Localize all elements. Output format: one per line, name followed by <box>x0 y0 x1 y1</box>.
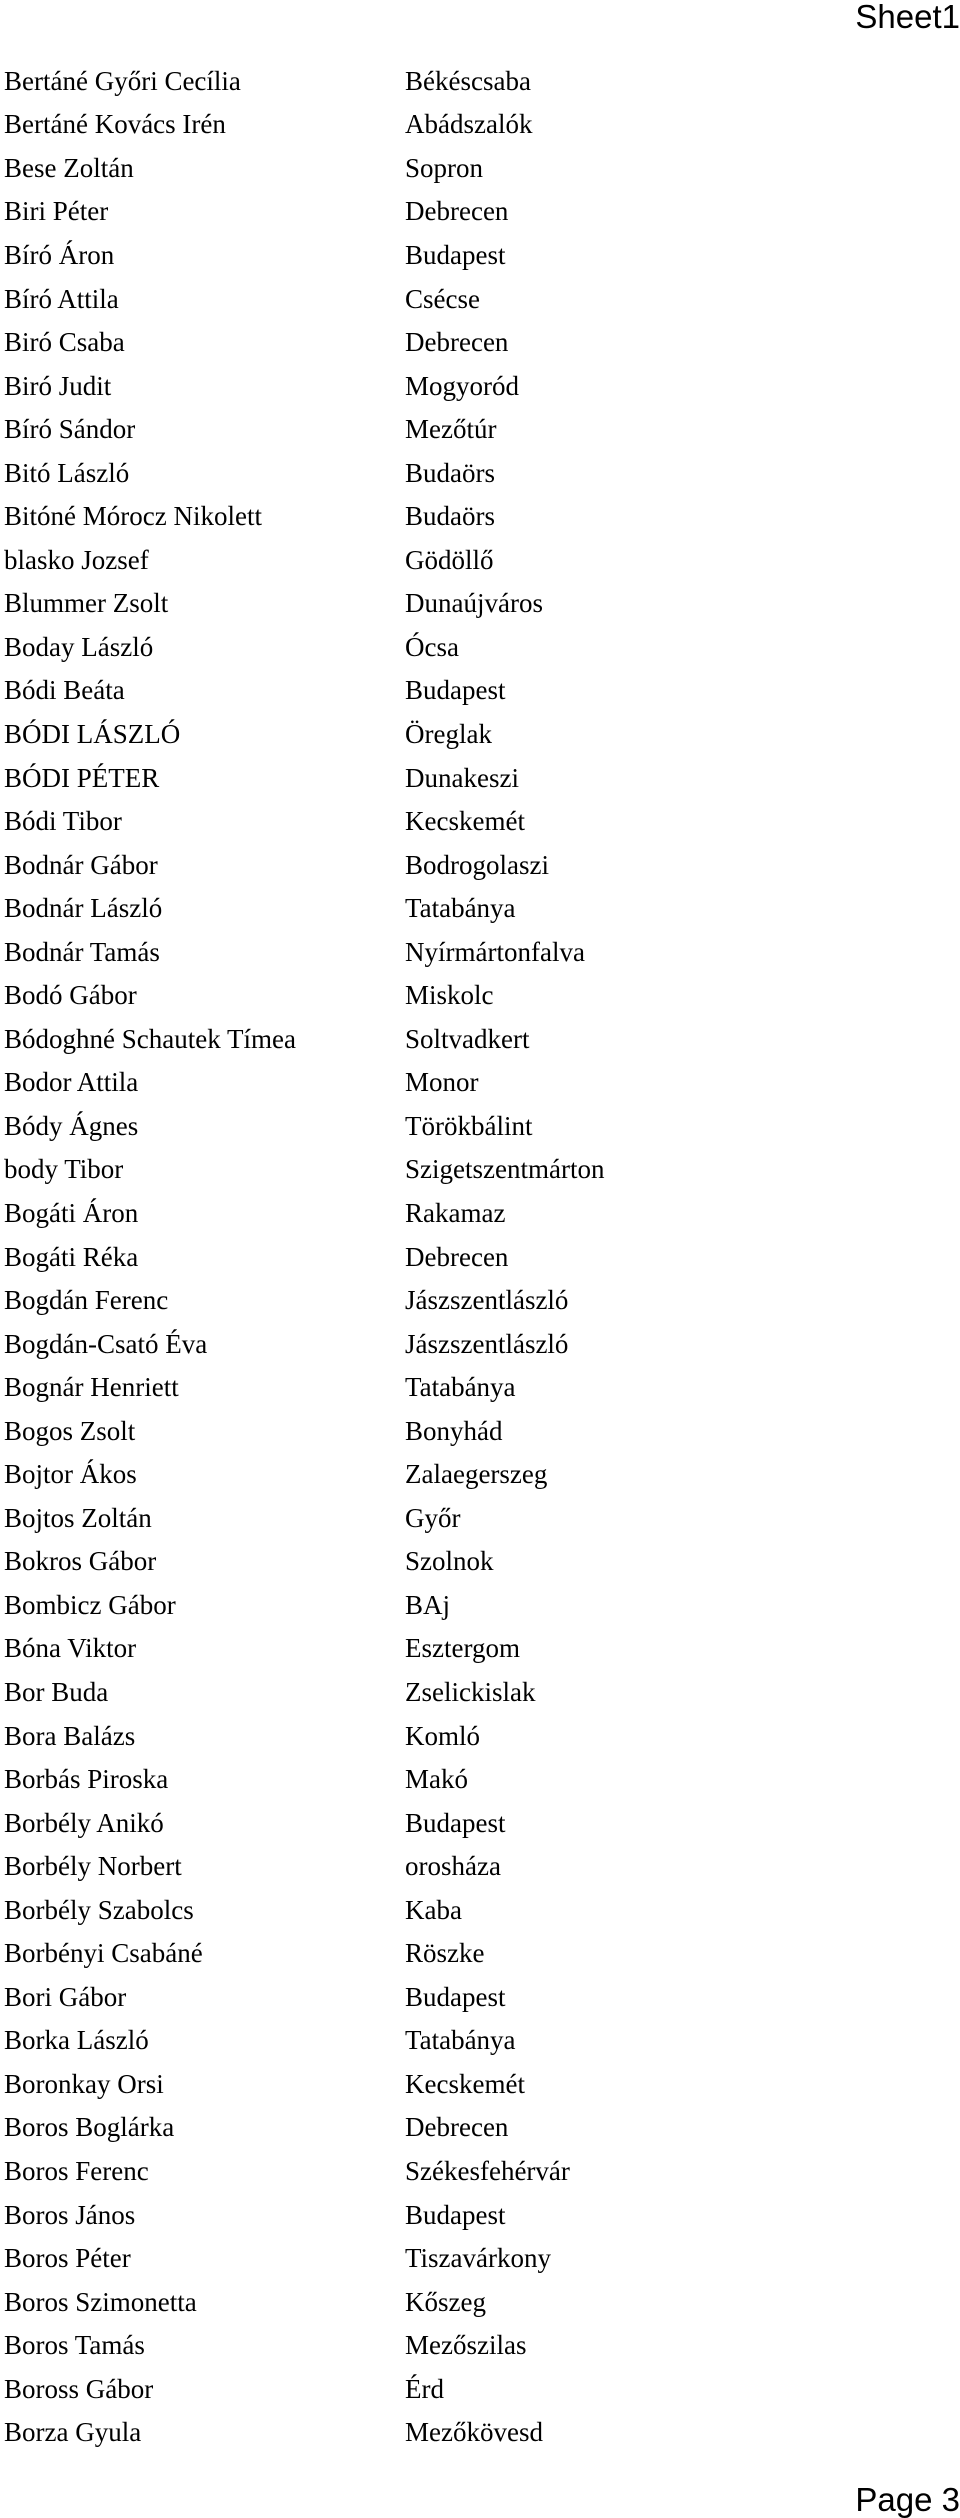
table-row <box>0 1714 960 1758</box>
table-row <box>0 494 960 538</box>
city-cell: Szigetszentmárton <box>405 1154 605 1185</box>
name-cell: Bodnár Gábor <box>4 849 158 880</box>
name-cell: Bíró Sándor <box>4 414 136 445</box>
city-cell: Miskolc <box>405 980 494 1011</box>
table-row <box>0 2411 960 2455</box>
table-row <box>0 538 960 582</box>
name-cell: Bor Buda <box>4 1677 109 1707</box>
table-row <box>0 2193 960 2237</box>
name-cell: Biri Péter <box>4 196 109 227</box>
name-cell: Boros Boglárka <box>4 2112 175 2143</box>
city-cell: Esztergom <box>405 1633 520 1664</box>
city-cell: Ócsa <box>405 631 459 662</box>
table-row <box>0 1061 960 1105</box>
name-cell: Boros Ferenc <box>4 2156 149 2187</box>
name-cell: Boros János <box>4 2199 136 2230</box>
table-row <box>0 1365 960 1409</box>
name-cell: Bokros Gábor <box>4 1546 157 1577</box>
city-cell: Bonyhád <box>405 1415 503 1446</box>
table-row <box>0 407 960 451</box>
city-cell: Debrecen <box>405 327 509 358</box>
name-cell: Bíró Attila <box>4 283 119 314</box>
table-row <box>0 146 960 190</box>
table-row <box>0 930 960 974</box>
name-cell: Bíró Áron <box>4 239 115 270</box>
city-cell: Budaörs <box>405 457 495 488</box>
city-cell: Sopron <box>405 152 484 183</box>
table-row <box>0 843 960 887</box>
city-cell: Röszke <box>405 1938 485 1969</box>
city-cell: Öreglak <box>405 718 492 749</box>
name-cell: Bódy Ágnes <box>4 1110 139 1141</box>
table-row <box>0 1932 960 1976</box>
city-cell: Gödöllő <box>405 544 494 575</box>
city-cell: Budaörs <box>405 501 495 532</box>
table-row <box>0 712 960 756</box>
table-row <box>0 103 960 147</box>
name-cell: Borbás Piroska <box>4 1764 169 1795</box>
table-row <box>0 2280 960 2324</box>
table-row <box>0 1104 960 1148</box>
table-row <box>0 1191 960 1235</box>
city-cell: Makó <box>405 1764 468 1795</box>
name-cell: Bertáné Kovács Irén <box>4 109 226 140</box>
table-row <box>0 625 960 669</box>
name-cell: Bódi Tibor <box>4 806 122 837</box>
name-cell: Bojtos Zoltán <box>4 1502 152 1533</box>
name-cell: Boronkay Orsi <box>4 2068 164 2099</box>
name-cell: BÓDI LÁSZLÓ <box>4 718 181 749</box>
city-cell: Debrecen <box>405 1241 509 1272</box>
name-cell: Borbényi Csabáné <box>4 1938 203 1969</box>
table-row <box>0 190 960 234</box>
name-cell: Bojtor Ákos <box>4 1459 137 1490</box>
city-cell: Kecskemét <box>405 806 525 837</box>
city-cell: Csécse <box>405 283 480 314</box>
data-table <box>0 59 960 2454</box>
table-row <box>0 451 960 495</box>
name-cell: Bódoghné Schautek Tímea <box>4 1023 296 1054</box>
city-cell: Abádszalók <box>405 109 533 140</box>
name-cell: Boday László <box>4 631 154 662</box>
city-cell: Debrecen <box>405 196 509 227</box>
table-row <box>0 973 960 1017</box>
table-row <box>0 2019 960 2063</box>
table-row <box>0 1278 960 1322</box>
city-cell: Érd <box>405 2373 444 2404</box>
table-row <box>0 1148 960 1192</box>
name-cell: Borza Gyula <box>4 2417 142 2448</box>
city-cell: Tatabánya <box>405 1372 516 1403</box>
name-cell: Bóna Viktor <box>4 1633 137 1664</box>
city-cell: Jászszentlászló <box>405 1328 569 1359</box>
name-cell: Biró Judit <box>4 370 112 401</box>
name-cell: Bora Balázs <box>4 1720 136 1751</box>
name-cell: Blummer Zsolt <box>4 588 169 619</box>
name-cell: Bódi Beáta <box>4 675 125 706</box>
table-row <box>0 1670 960 1714</box>
city-cell: Debrecen <box>405 2112 509 2143</box>
city-cell: Budapest <box>405 2199 506 2230</box>
name-cell: Boross Gábor <box>4 2373 154 2404</box>
table-row <box>0 582 960 626</box>
city-cell: Bodrogolaszi <box>405 849 549 880</box>
table-row <box>0 1453 960 1497</box>
table-row <box>0 364 960 408</box>
name-cell: Borbély Anikó <box>4 1807 164 1838</box>
name-cell: Borbély Szabolcs <box>4 1894 194 1925</box>
city-cell: Dunakeszi <box>405 762 519 793</box>
city-cell: Kaba <box>405 1894 462 1925</box>
table-row <box>0 1844 960 1888</box>
name-cell: Bogdán-Csató Éva <box>4 1328 208 1359</box>
name-cell: Bombicz Gábor <box>4 1589 176 1620</box>
table-row <box>0 1888 960 1932</box>
table-row <box>0 1627 960 1671</box>
city-cell: Szolnok <box>405 1546 494 1577</box>
table-row <box>0 1801 960 1845</box>
table-row <box>0 669 960 713</box>
table-row <box>0 2323 960 2367</box>
table-row <box>0 799 960 843</box>
name-cell: blasko Jozsef <box>4 544 149 575</box>
table-row <box>0 1757 960 1801</box>
city-cell: Tatabánya <box>405 2025 516 2056</box>
city-cell: Törökbálint <box>405 1110 533 1141</box>
city-cell: Dunaújváros <box>405 588 543 619</box>
page-number: Page 3 <box>855 2481 960 2518</box>
city-cell: Budapest <box>405 239 506 270</box>
city-cell: Monor <box>405 1067 479 1098</box>
name-cell: Boros Tamás <box>4 2330 145 2361</box>
city-cell: Jászszentlászló <box>405 1285 569 1316</box>
city-cell: Tatabánya <box>405 893 516 924</box>
city-cell: Nyírmártonfalva <box>405 936 585 967</box>
city-cell: Budapest <box>405 1981 506 2012</box>
table-row <box>0 2367 960 2411</box>
name-cell: Bese Zoltán <box>4 152 134 183</box>
name-cell: Boros Péter <box>4 2243 131 2274</box>
name-cell: Bogos Zsolt <box>4 1415 136 1446</box>
city-cell: Budapest <box>405 1807 506 1838</box>
city-cell: BAj <box>405 1589 451 1620</box>
city-cell: Békéscsaba <box>405 65 531 96</box>
sheet-title: Sheet1 <box>855 0 960 35</box>
city-cell: Tiszavárkony <box>405 2243 551 2274</box>
name-cell: Borbély Norbert <box>4 1851 182 1882</box>
city-cell: orosháza <box>405 1851 501 1882</box>
table-row <box>0 886 960 930</box>
table-row <box>0 233 960 277</box>
table-row <box>0 1975 960 2019</box>
city-cell: Soltvadkert <box>405 1023 530 1054</box>
name-cell: Bitóné Mórocz Nikolett <box>4 501 262 532</box>
name-cell: Bognár Henriett <box>4 1372 179 1403</box>
city-cell: Komló <box>405 1720 481 1751</box>
table-row <box>0 1322 960 1366</box>
table-row <box>0 59 960 103</box>
table-row <box>0 2149 960 2193</box>
city-cell: Mezőtúr <box>405 414 497 445</box>
city-cell: Mezőkövesd <box>405 2417 543 2448</box>
name-cell: Bogdán Ferenc <box>4 1285 169 1316</box>
table-row <box>0 2062 960 2106</box>
city-cell: Budapest <box>405 675 506 706</box>
name-cell: Bodnár László <box>4 893 163 924</box>
name-cell: Borka László <box>4 2025 149 2056</box>
city-cell: Mogyoród <box>405 370 519 401</box>
table-row <box>0 1496 960 1540</box>
city-cell: Mezőszilas <box>405 2330 527 2361</box>
table-row <box>0 2236 960 2280</box>
table-row <box>0 1235 960 1279</box>
city-cell: Zselickislak <box>405 1677 536 1707</box>
name-cell: Bori Gábor <box>4 1981 127 2012</box>
table-row <box>0 1409 960 1453</box>
table-row <box>0 756 960 800</box>
name-cell: Boros Szimonetta <box>4 2286 197 2317</box>
city-cell: Székesfehérvár <box>405 2156 570 2187</box>
name-cell: body Tibor <box>4 1154 124 1185</box>
name-cell: Bertáné Győri Cecília <box>4 65 241 96</box>
city-cell: Győr <box>405 1502 461 1533</box>
city-cell: Zalaegerszeg <box>405 1459 548 1490</box>
city-cell: Kecskemét <box>405 2068 525 2099</box>
table-row <box>0 2106 960 2150</box>
table-row <box>0 1017 960 1061</box>
table-row <box>0 277 960 321</box>
table-row <box>0 320 960 364</box>
city-cell: Rakamaz <box>405 1197 506 1228</box>
table-row <box>0 1583 960 1627</box>
name-cell: Bogáti Réka <box>4 1241 139 1272</box>
name-cell: Bitó László <box>4 457 130 488</box>
name-cell: Bodó Gábor <box>4 980 137 1011</box>
name-cell: Biró Csaba <box>4 327 125 358</box>
name-cell: BÓDI PÉTER <box>4 762 160 793</box>
name-cell: Bodor Attila <box>4 1067 139 1098</box>
city-cell: Kőszeg <box>405 2286 486 2317</box>
name-cell: Bodnár Tamás <box>4 936 160 967</box>
name-cell: Bogáti Áron <box>4 1197 139 1228</box>
table-row <box>0 1540 960 1584</box>
